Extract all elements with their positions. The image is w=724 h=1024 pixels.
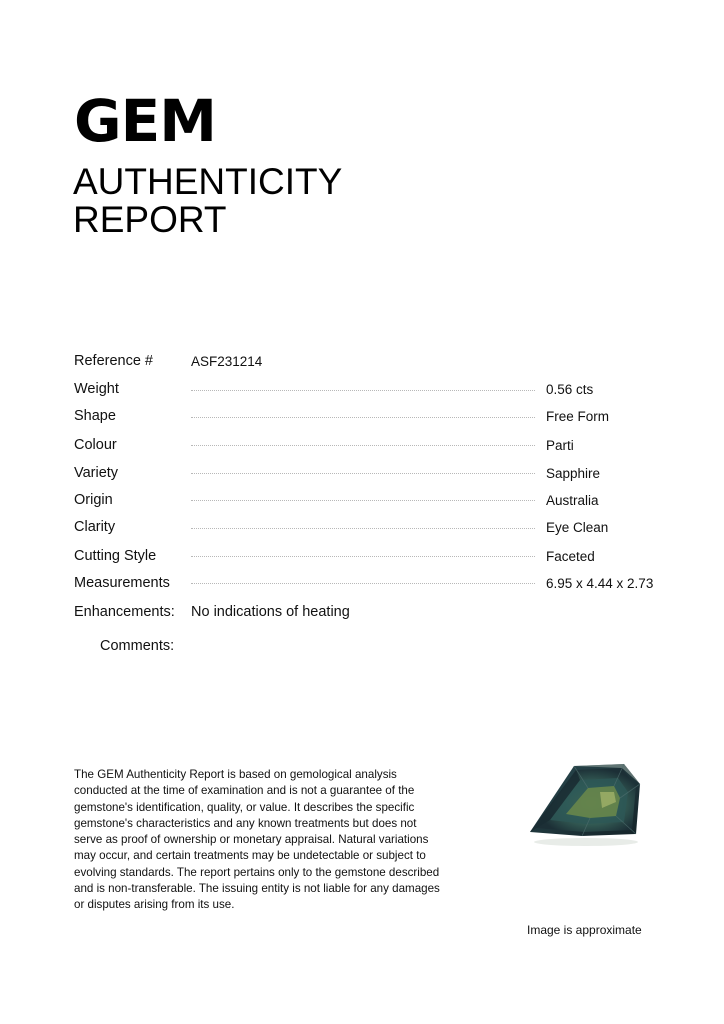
image-caption: Image is approximate [527, 923, 642, 937]
dotted-leader [191, 528, 535, 529]
dotted-leader [191, 500, 535, 501]
dotted-leader [191, 390, 535, 391]
report-title-line1: AUTHENTICITY [73, 161, 343, 202]
dotted-leader [191, 583, 535, 584]
spec-label: Cutting Style [74, 548, 157, 564]
spec-label: Colour [74, 437, 117, 453]
disclaimer-text: The GEM Authenticity Report is based on gemological analysis conducted at the time of examination and is not a guarantee of the gemstone's identification, quality, or value. It describes the specific gemstone's characteristics and any known treatments but does not serve as proof of ownership or monetary appraisal. Natural variations may occur, and certain treatments may be undetectable or subject to evolving standards. The report pertains only to the gemstone described and is non-transferable. The issuing entity is not liable for any damages or disputes arising from its use. [74, 768, 440, 912]
dotted-leader [191, 556, 535, 557]
dotted-leader [191, 445, 535, 446]
reference-label: Reference # [74, 353, 153, 369]
reference-value: ASF231214 [191, 354, 263, 369]
report-brand: GEM [74, 87, 216, 155]
spec-value: 6.95 x 4.44 x 2.73 [546, 576, 654, 591]
spec-value: Parti [546, 438, 574, 453]
report-title-line2: REPORT [73, 199, 227, 240]
spec-label: Weight [74, 381, 119, 397]
gemstone-image [522, 758, 646, 850]
comments-label: Comments: [100, 638, 175, 654]
spec-label: Shape [74, 408, 116, 424]
report-title [73, 163, 342, 239]
spec-value: Eye Clean [546, 520, 609, 535]
spec-value: 0.56 cts [546, 382, 594, 397]
spec-label: Clarity [74, 519, 116, 535]
spec-value: Free Form [546, 409, 610, 424]
spec-value: Faceted [546, 549, 595, 564]
spec-value: Sapphire [546, 466, 601, 481]
enhancements-value: No indications of heating [191, 604, 350, 620]
dotted-leader [191, 473, 535, 474]
spec-label: Origin [74, 492, 113, 508]
dotted-leader [191, 417, 535, 418]
spec-value: Australia [546, 493, 599, 508]
enhancements-label: Enhancements: [74, 604, 175, 620]
spec-label: Measurements [74, 575, 170, 591]
spec-label: Variety [74, 465, 119, 481]
